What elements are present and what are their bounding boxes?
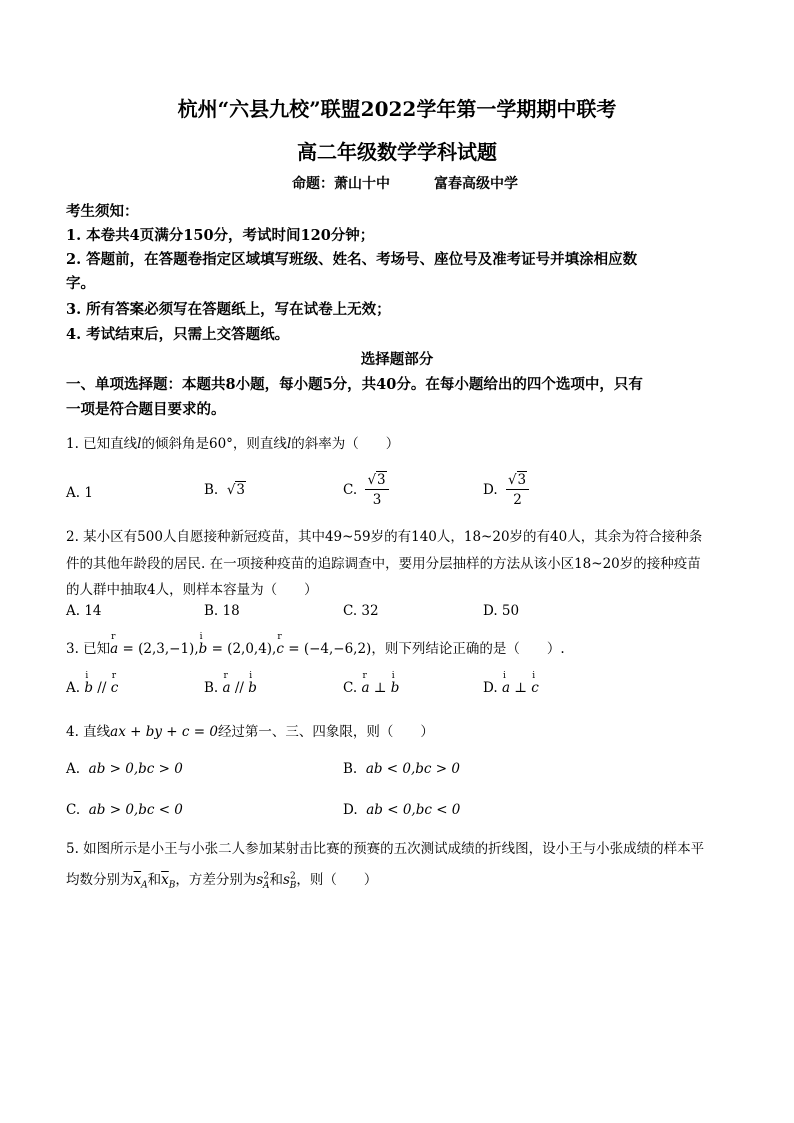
question-4-option-d: D. ab < 0,bc < 0 bbox=[343, 802, 461, 818]
question-3-option-d: D. i a ⊥ i c bbox=[483, 671, 539, 696]
question-3-stem: 3. 已知 r a = (2,3,−1), i b = (2,0,4), r c = (−4,−6,2)，则下列结论正确的是（ ）. bbox=[66, 632, 565, 657]
author-school-2: 富春高级中学 bbox=[434, 176, 518, 192]
vector-c: r c bbox=[276, 632, 284, 657]
sqrt-symbol: √3 bbox=[226, 482, 246, 498]
notice-item-3: 3. 所有答案必须写在答题纸上，写在试卷上无效； bbox=[66, 301, 391, 318]
question-1-option-b: B. √3 bbox=[204, 482, 246, 498]
part-title: 选择题部分 bbox=[360, 351, 434, 368]
question-4-option-b: B. ab < 0,bc > 0 bbox=[343, 761, 460, 777]
question-2-line-3: 的人群中抽取4人，则样本容量为（ ） bbox=[66, 582, 318, 598]
notice-heading: 考生须知： bbox=[66, 203, 139, 220]
fraction: $\frac{√3}{2}$ bbox=[506, 472, 529, 508]
question-2-option-d: D. 50 bbox=[483, 603, 520, 619]
question-2-option-c: C. 32 bbox=[343, 603, 379, 619]
question-4-option-c: C. ab > 0,bc < 0 bbox=[66, 802, 183, 818]
question-1-option-a: A. 1 bbox=[66, 485, 93, 501]
question-4-stem: 4. 直线ax + by + c = 0经过第一、三、四象限，则（ ） bbox=[66, 724, 434, 740]
notice-item-2-cont: 字。 bbox=[66, 275, 95, 292]
question-3-option-b: B. r a // i b bbox=[204, 671, 257, 696]
author-school-1: 命题：萧山十中 bbox=[292, 176, 390, 192]
question-3-option-c: C. r a ⊥ i b bbox=[343, 671, 400, 696]
exam-title: 杭州“六县九校”联盟2022学年第一学期期中联考 bbox=[177, 97, 617, 121]
notice-item-4: 4. 考试结束后，只需上交答题纸。 bbox=[66, 326, 290, 343]
question-1-stem: 1. 已知直线l的倾斜角是60°，则直线l的斜率为（ ） bbox=[66, 436, 400, 452]
question-2-line-2: 件的其他年龄段的居民. 在一项接种疫苗的追踪调查中，要用分层抽样的方法从该小区18~20岁的接种疫苗 bbox=[66, 556, 701, 572]
question-1-option-c: C. $\frac{√3}{3}$ bbox=[343, 472, 389, 508]
question-4-option-a: A. ab > 0,bc > 0 bbox=[66, 761, 183, 777]
fraction: $\frac{√3}{3}$ bbox=[365, 472, 388, 508]
notice-item-1: 1. 本卷共4页满分150分，考试时间120分钟； bbox=[66, 227, 375, 244]
question-3-option-a: A. i b // r c bbox=[66, 671, 119, 696]
section-instructions-1: 一、单项选择题：本题共8小题，每小题5分，共40分。在每小题给出的四个选项中，只有 bbox=[66, 376, 643, 393]
exam-subtitle: 高二年级数学学科试题 bbox=[297, 140, 497, 164]
section-instructions-2: 一项是符合题目要求的。 bbox=[66, 401, 226, 418]
question-2-line-1: 2. 某小区有500人自愿接种新冠疫苗，其中49~59岁的有140人，18~20岁的有40人，其余为符合接种条 bbox=[66, 529, 703, 545]
question-2-option-a: A. 14 bbox=[66, 603, 102, 619]
question-1-option-d: D. $\frac{√3}{2}$ bbox=[483, 472, 529, 508]
vector-b: i b bbox=[198, 632, 208, 657]
question-5-line-2: 均数分别为$\overline{x}_A$和$\overline{x}_B$，方差分别为$s^2_A$和$s^2_B$，则（ ） bbox=[66, 871, 378, 891]
notice-item-2: 2. 答题前，在答题卷指定区域填写班级、姓名、考场号、座位号及准考证号并填涂相应数 bbox=[66, 251, 638, 268]
vector-a: r a bbox=[110, 632, 119, 657]
question-5-line-1: 5. 如图所示是小王与小张二人参加某射击比赛的预赛的五次测试成绩的折线图，设小王与小张成绩的样本平 bbox=[66, 841, 705, 857]
question-2-option-b: B. 18 bbox=[204, 603, 240, 619]
